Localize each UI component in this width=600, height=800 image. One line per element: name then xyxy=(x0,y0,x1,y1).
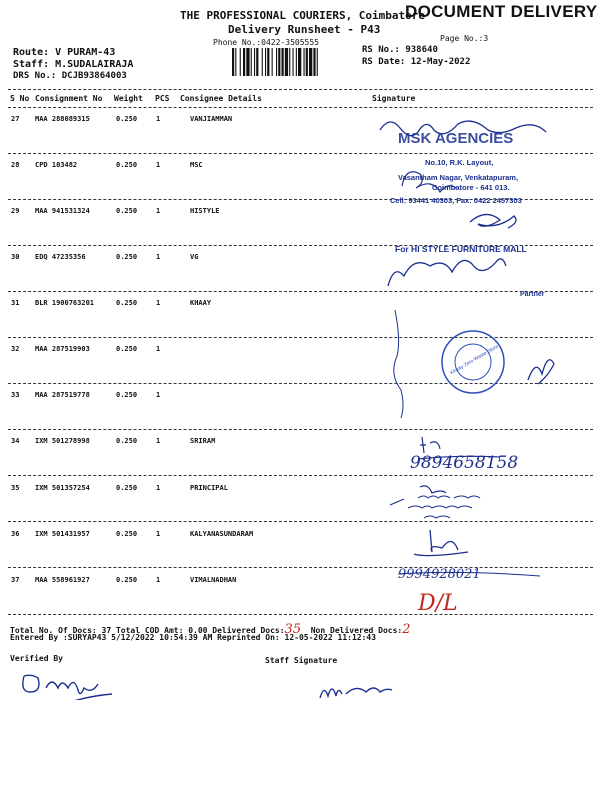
row-sno: 36 xyxy=(11,530,20,538)
row-divider xyxy=(8,245,593,246)
barcode-bar xyxy=(289,48,290,76)
header-bottom-rule xyxy=(8,107,593,108)
barcode-bar xyxy=(285,48,288,76)
partner-label: Partner xyxy=(520,291,545,298)
row-pcs: 1 xyxy=(156,391,161,399)
page-number: Page No.:3 xyxy=(440,34,489,43)
barcode-bar xyxy=(293,48,294,76)
row-weight: 0.250 xyxy=(116,530,138,538)
strike-line-37 xyxy=(398,572,540,576)
barcode-bar xyxy=(267,48,269,76)
staff-signature xyxy=(318,680,398,706)
row-sno: 27 xyxy=(11,115,20,123)
row-sno: 35 xyxy=(11,484,20,492)
handwritten-phone-34: 9894658158 xyxy=(410,453,519,473)
row-consignee: VG xyxy=(190,253,199,261)
row-divider xyxy=(8,429,593,430)
handwritten-phone-37: 9994928021 xyxy=(398,567,481,582)
barcode-bar xyxy=(296,48,297,76)
row-weight: 0.250 xyxy=(116,115,138,123)
row-sno: 28 xyxy=(11,161,20,169)
row-divider xyxy=(8,383,593,384)
row-divider xyxy=(8,614,593,615)
barcode-bar xyxy=(235,48,236,76)
row-consignee: SRIRAM xyxy=(190,437,216,445)
row-consignment: MAA 558961927 xyxy=(35,576,90,584)
barcode xyxy=(232,48,354,76)
agencies-name: MSK AGENCIES xyxy=(398,130,514,147)
row-divider xyxy=(8,521,593,522)
delivered-count-handwritten: 35 xyxy=(284,622,302,637)
row-divider xyxy=(8,153,593,154)
verified-by-label: Verified By xyxy=(10,654,63,663)
row-consignment: IXM 501278998 xyxy=(35,437,90,445)
signature-row-28 xyxy=(402,172,456,192)
entered-by-line: Entered By :SURYAP43 5/12/2022 10:54:39 AM Reprinted On: 12-05-2022 11:12:43 xyxy=(10,633,377,642)
row-sno: 33 xyxy=(11,391,20,399)
row-consignment: EDQ 47235356 xyxy=(35,253,86,261)
hi-style-stamp: For HI STYLE FURNITURE MALL xyxy=(395,244,527,254)
row-consignment: IXM 501357254 xyxy=(35,484,90,492)
barcode-bar xyxy=(251,48,252,76)
row-pcs: 1 xyxy=(156,530,161,538)
row-consignee: PRINCIPAL xyxy=(190,484,228,492)
barcode-bar xyxy=(243,48,245,76)
signature-row-29 xyxy=(470,214,516,228)
barcode-bar xyxy=(306,48,308,76)
row-pcs: 1 xyxy=(156,345,161,353)
row-sno: 30 xyxy=(11,253,20,261)
phone-number: Phone No.:0422-3505555 xyxy=(213,38,319,47)
barcode-bar xyxy=(240,48,241,76)
row-consignment: MAA 287519778 xyxy=(35,391,90,399)
col-header-weight: Weight xyxy=(114,94,143,103)
barcode-bar xyxy=(254,48,255,76)
row-divider xyxy=(8,291,593,292)
row-weight: 0.250 xyxy=(116,299,138,307)
non-delivered-label: Non Delivered Docs: xyxy=(310,626,403,635)
row-sno: 31 xyxy=(11,299,20,307)
row-consignment: CPD 103482 xyxy=(35,161,78,169)
row-pcs: 1 xyxy=(156,437,161,445)
row-consignee: KHAAY xyxy=(190,299,212,307)
barcode-bar xyxy=(246,48,249,76)
drs-number: DRS No.: DCJB93864003 xyxy=(13,71,127,81)
runsheet-title: Delivery Runsheet - P43 xyxy=(228,23,381,36)
col-header-sno: S No xyxy=(10,94,30,103)
barcode-bar xyxy=(304,48,305,76)
row-pcs: 1 xyxy=(156,207,161,215)
staff-name: Staff: M.SUDALAIRAJA xyxy=(13,59,134,70)
tamil-script-35 xyxy=(408,496,480,518)
row-pcs: 1 xyxy=(156,253,161,261)
row-consignee: MSC xyxy=(190,161,203,169)
totals-text: Total No. Of Docs: 37 Total COD Amt: 0.00 Delivered Docs: xyxy=(10,626,285,635)
barcode-bar xyxy=(276,48,277,76)
barcode-bar xyxy=(256,48,258,76)
staff-signature-label: Staff Signature xyxy=(265,656,338,665)
row-pcs: 1 xyxy=(156,484,161,492)
round-stamp-text: Khaay Zero Waste Store xyxy=(449,343,500,377)
non-delivered-count-handwritten: 2 xyxy=(402,622,411,637)
col-header-consignment: Consignment No xyxy=(35,94,103,103)
signature-row-32 xyxy=(528,360,554,384)
row-divider xyxy=(8,475,593,476)
row-sno: 32 xyxy=(11,345,20,353)
document-delivery-banner: DOCUMENT DELIVERY xyxy=(405,2,598,21)
barcode-bar xyxy=(262,48,263,76)
barcode-bar xyxy=(272,48,273,76)
signature-row-36 xyxy=(414,530,468,556)
barcode-bar xyxy=(309,48,312,76)
row-weight: 0.250 xyxy=(116,345,138,353)
signature-row-30 xyxy=(388,259,506,286)
row-divider xyxy=(8,337,593,338)
agencies-address-1: No.10, R.K. Layout, xyxy=(425,158,494,167)
row-consignee: VIMALNADHAN xyxy=(190,576,237,584)
row-sno: 29 xyxy=(11,207,20,215)
company-name: THE PROFESSIONAL COURIERS, Coimbatore xyxy=(180,9,426,22)
signature-row-35 xyxy=(390,486,446,505)
row-consignment: MAA 288089315 xyxy=(35,115,90,123)
row-consignee: VANJIAMMAN xyxy=(190,115,233,123)
agencies-stamp xyxy=(390,130,522,205)
row-pcs: 1 xyxy=(156,576,161,584)
agencies-address-3: Coimbatore - 641 013. xyxy=(432,183,510,192)
row-pcs: 1 xyxy=(156,115,161,123)
row-weight: 0.250 xyxy=(116,576,138,584)
row-consignment: MAA 941531324 xyxy=(35,207,90,215)
agencies-cell: Cell: 93441 40303, Fax: 0422 2457303 xyxy=(390,196,522,205)
rs-number: RS No.: 938640 xyxy=(362,45,438,55)
row-sno: 37 xyxy=(11,576,20,584)
col-header-signature: Signature xyxy=(372,94,416,103)
row-weight: 0.250 xyxy=(116,484,138,492)
row-divider xyxy=(8,199,593,200)
row-weight: 0.250 xyxy=(116,207,138,215)
row-consignee: HISTYLE xyxy=(190,207,220,215)
handwritten-dl: D/L xyxy=(418,591,458,616)
route: Route: V PURAM-43 xyxy=(13,47,116,58)
bracket-mark xyxy=(394,310,403,418)
verifier-signature xyxy=(18,666,118,700)
row-sno: 34 xyxy=(11,437,20,445)
row-consignment: IXM 501431957 xyxy=(35,530,90,538)
row-consignee: KALYANASUNDARAM xyxy=(190,530,254,538)
barcode-bar xyxy=(278,48,280,76)
row-consignment: BLR 1900763201 xyxy=(35,299,95,307)
barcode-bar xyxy=(265,48,266,76)
barcode-bar xyxy=(232,48,234,76)
row-weight: 0.250 xyxy=(116,437,138,445)
agencies-address-2: Vasantham Nagar, Venkatapuram, xyxy=(398,173,519,182)
row-weight: 0.250 xyxy=(116,391,138,399)
row-divider xyxy=(8,567,593,568)
row-weight: 0.250 xyxy=(116,161,138,169)
header-top-rule xyxy=(8,89,593,90)
signature-row-34 xyxy=(418,437,500,459)
col-header-pcs: PCS xyxy=(155,94,170,103)
signature-row-27 xyxy=(380,121,546,136)
row-weight: 0.250 xyxy=(116,253,138,261)
row-consignment: MAA 287519903 xyxy=(35,345,90,353)
barcode-bar xyxy=(313,48,315,76)
rs-date: RS Date: 12-May-2022 xyxy=(362,57,471,67)
barcode-bar xyxy=(298,48,301,76)
barcode-bar xyxy=(317,48,318,76)
barcode-bar xyxy=(282,48,284,76)
row-pcs: 1 xyxy=(156,299,161,307)
row-pcs: 1 xyxy=(156,161,161,169)
col-header-consignee: Consignee Details xyxy=(180,94,262,103)
